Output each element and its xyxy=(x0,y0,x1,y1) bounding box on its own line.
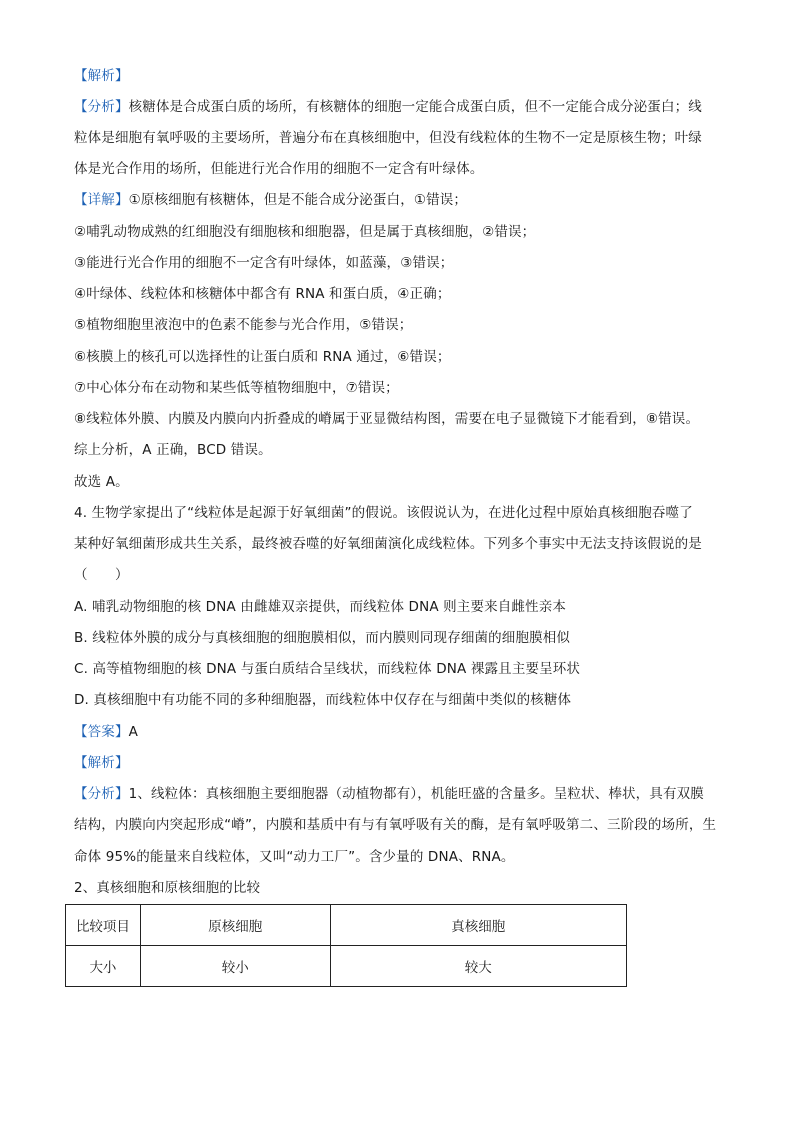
line-text: C. 高等植物细胞的核 DNA 与蛋白质结合呈线状，而线粒体 DNA 裸露且主要呈环状 xyxy=(74,661,581,677)
text-line xyxy=(74,253,734,273)
line-text: ①原核细胞有核糖体，但是不能合成分泌蛋白，①错误； xyxy=(128,192,468,208)
text-line xyxy=(74,659,734,679)
section-tag: 【分析】 xyxy=(74,786,129,802)
line-text: 粒体是细胞有氧呼吸的主要场所，普遍分布在真核细胞中，但没有线粒体的生物不一定是原核生物；叶绿 xyxy=(74,130,702,146)
line-text: ⑧线粒体外膜、内膜及内膜向内折叠成的嵴属于亚显微结构图，需要在电子显微镜下才能看到，⑧错误。 xyxy=(74,411,700,427)
line-text: 1、线粒体：真核细胞主要细胞器（动植物都有），机能旺盛的含量多。呈粒状、棒状，具有双膜 xyxy=(128,786,704,802)
section-tag: 【解析】 xyxy=(74,755,129,771)
line-text: 4. 生物学家提出了“线粒体是起源于好氧细菌”的假说。该假说认为，在进化过程中原始真核细胞吞噬了 xyxy=(74,505,693,521)
table-header-row xyxy=(66,905,627,946)
table-row xyxy=(66,946,627,987)
line-text: ⑤植物细胞里液泡中的色素不能参与光合作用，⑤错误； xyxy=(74,317,413,333)
text-line xyxy=(74,66,734,86)
section-tag: 【详解】 xyxy=(74,192,129,208)
table-header-cell: 原核细胞 xyxy=(140,905,330,946)
text-line xyxy=(74,284,734,304)
line-text: （ ） xyxy=(74,567,129,583)
table-cell: 大小 xyxy=(66,946,141,987)
text-line xyxy=(74,753,734,773)
line-text: D. 真核细胞中有功能不同的多种细胞器，而线粒体中仅存在与细菌中类似的核糖体 xyxy=(74,692,572,708)
text-line xyxy=(74,722,734,742)
table-header-cell: 比较项目 xyxy=(66,905,141,946)
section-tag: 【解析】 xyxy=(74,68,129,84)
text-line xyxy=(74,597,734,617)
table-cell: 较大 xyxy=(330,946,626,987)
text-line xyxy=(74,97,734,117)
line-text: ③能进行光合作用的细胞不一定含有叶绿体，如蓝藻，③错误； xyxy=(74,255,454,271)
table-header-cell: 真核细胞 xyxy=(330,905,626,946)
line-text: 核糖体是合成蛋白质的场所，有核糖体的细胞一定能合成蛋白质，但不一定能合成分泌蛋白；线 xyxy=(128,99,702,115)
line-text: 故选 A。 xyxy=(74,474,129,490)
text-line xyxy=(74,690,734,710)
text-line xyxy=(74,409,734,429)
line-text: A xyxy=(128,724,138,740)
text-line xyxy=(74,628,734,648)
text-line xyxy=(74,565,734,585)
table-cell: 较小 xyxy=(140,946,330,987)
line-text: 综上分析，A 正确，BCD 错误。 xyxy=(74,442,272,458)
line-text: 某种好氧细菌形成共生关系，最终被吞噬的好氧细菌演化成线粒体。下列多个事实中无法支持该假说的是 xyxy=(74,536,702,552)
text-line xyxy=(74,190,734,210)
line-text: 命体 95%的能量来自线粒体，又叫“动力工厂”。含少量的 DNA、RNA。 xyxy=(74,849,515,865)
text-line xyxy=(74,440,734,460)
section-tag: 【分析】 xyxy=(74,99,129,115)
line-text: B. 线粒体外膜的成分与真核细胞的细胞膜相似，而内膜则同现存细菌的细胞膜相似 xyxy=(74,630,571,646)
text-line xyxy=(74,159,734,179)
text-line xyxy=(74,347,734,367)
text-line xyxy=(74,128,734,148)
line-text: ④叶绿体、线粒体和核糖体中都含有 RNA 和蛋白质，④正确； xyxy=(74,286,451,302)
line-text: ⑥核膜上的核孔可以选择性的让蛋白质和 RNA 通过，⑥错误； xyxy=(74,349,451,365)
text-line xyxy=(74,315,734,335)
text-line xyxy=(74,534,734,554)
text-line xyxy=(74,784,734,804)
text-line xyxy=(74,503,734,523)
comparison-table xyxy=(65,904,627,987)
text-line xyxy=(74,815,734,835)
line-text: 2、真核细胞和原核细胞的比较 xyxy=(74,880,261,896)
line-text: 体是光合作用的场所，但能进行光合作用的细胞不一定含有叶绿体。 xyxy=(74,161,484,177)
text-line xyxy=(74,878,734,898)
line-text: ⑦中心体分布在动物和某些低等植物细胞中，⑦错误； xyxy=(74,380,399,396)
line-text: ②哺乳动物成熟的红细胞没有细胞核和细胞器，但是属于真核细胞，②错误； xyxy=(74,224,536,240)
text-line xyxy=(74,472,734,492)
line-text: 结构，内膜向内突起形成“嵴”，内膜和基质中有与有氧呼吸有关的酶，是有氧呼吸第二、三阶段的场所，生 xyxy=(74,817,717,833)
text-line xyxy=(74,378,734,398)
text-line xyxy=(74,222,734,242)
text-line xyxy=(74,847,734,867)
section-tag: 【答案】 xyxy=(74,724,129,740)
line-text: A. 哺乳动物细胞的核 DNA 由雌雄双亲提供，而线粒体 DNA 则主要来自雌性亲本 xyxy=(74,599,567,615)
